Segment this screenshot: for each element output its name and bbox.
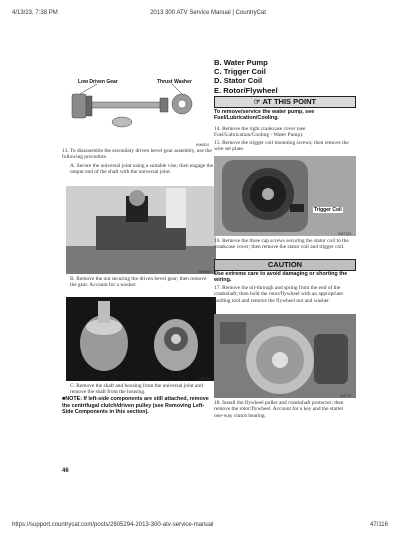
step-13-c: C. Remove the shaft and housing from the universal joint and remove the shaft from the housing. [70, 383, 203, 396]
gear-assembly-illustration [62, 78, 214, 144]
callout-low-driven-gear: Low Driven Gear [78, 79, 118, 85]
figure-gear-assembly [62, 78, 214, 144]
print-datetime: 4/13/23, 7:38 PM [12, 10, 58, 16]
step-13-a: A. Secure the universal joint using a suitable vise; then engage the output end of the shaft with the universal joint. [70, 163, 214, 176]
figure-caption: KM772A [338, 232, 352, 236]
at-this-point-text: To remove/service the water pump, see Fuel/Lubrication/Cooling. [214, 109, 315, 122]
callout-thrust-washer: Thrust Washer [157, 79, 192, 85]
step-16: 16. Remove the three cap screws securing the stator coil to the crankcase cover; then remove the stator coil and trigger coil. [214, 238, 349, 251]
step-13-b: B. Remove the nut securing the driven bevel gear; then remove the gear. Account for a washer. [70, 276, 207, 289]
step-17: 17. Remove the oil-through and spring from the end of the crankshaft; then hold the rotor/flywheel with an appropriate holding tool and remove the flywheel nut and washer. [214, 285, 343, 304]
print-url[interactable]: https://support.countrycat.com/posts/2805294-2013-300-atv-service-manual [12, 522, 214, 528]
photo-trigger-coil [214, 156, 356, 236]
list-item: C. Trigger Coil [214, 67, 266, 77]
page-number: 46 [62, 468, 69, 474]
step-15: 15. Remove the trigger coil mounting screws; then remove the wire set plate. [214, 140, 349, 153]
step-13: 13. To disassemble the secondary driven bevel gear assembly, use the following procedure. [62, 148, 212, 161]
step-18: 18. Install the flywheel puller and crankshaft protector; then remove the rotor/flywheel. Account for a key and the starter one-way clutch bearing. [214, 400, 344, 419]
caution-text: Use extreme care to avoid damaging or shorting the wiring. [214, 271, 348, 284]
photo-flywheel [214, 314, 356, 398]
at-this-point-header: ☞ AT THIS POINT [214, 96, 356, 108]
figure-caption: KM774 [340, 394, 352, 398]
figure-caption: KM6824 [196, 143, 210, 147]
photo-vise-bevel-gear [66, 186, 216, 274]
component-list [214, 58, 278, 95]
note-left-side: ■NOTE: If left-side components are still attached, remove the centrifugal clutch/driven pulley (see Removing Left-Side Components in this section). [62, 396, 209, 416]
list-item: E. Rotor/Flywheel [214, 85, 278, 95]
figure-caption: KM6654 [198, 377, 212, 381]
print-page-title: 2013 300 ATV Service Manual | CountryCat [150, 10, 266, 16]
print-page-count: 47/116 [370, 522, 388, 528]
caution-header: CAUTION [214, 259, 356, 271]
list-item: D. Stator Coil [214, 76, 263, 86]
figure-caption: KM6653 [198, 270, 212, 274]
step-14: 14. Remove the right crankcase cover (see Fuel/Lubrication/Cooling - Water Pump). [214, 126, 306, 139]
list-item: B. Water Pump [214, 58, 268, 67]
photo-shaft-housing [66, 297, 216, 381]
callout-trigger-coil: Trigger Coil [314, 207, 342, 213]
